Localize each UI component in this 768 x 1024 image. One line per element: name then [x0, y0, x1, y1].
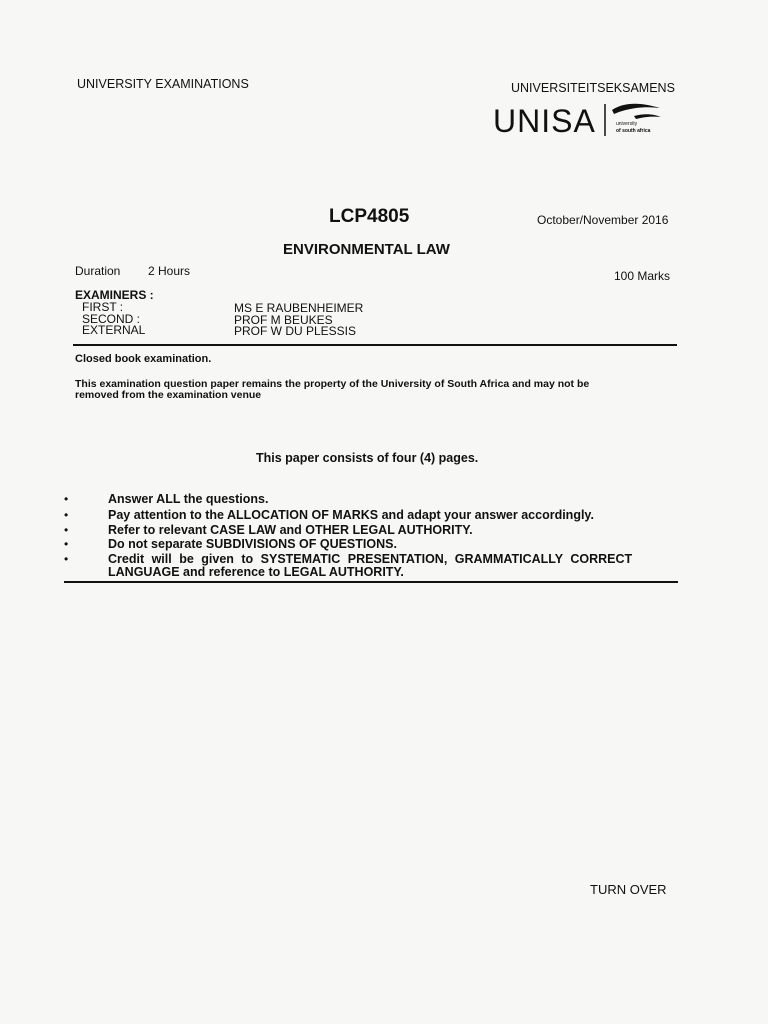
header-left-title: UNIVERSITY EXAMINATIONS	[77, 77, 249, 91]
exam-code: LCP4805	[329, 206, 410, 227]
property-note-line2: removed from the examination venue	[75, 389, 262, 401]
examiner-role-external: EXTERNAL	[82, 323, 146, 337]
duration-label: Duration	[75, 264, 121, 278]
logo-tagline-1: university	[616, 121, 638, 127]
bullet-icon: •	[64, 552, 69, 566]
examiners-heading: EXAMINERS :	[75, 288, 154, 302]
instruction-item: Refer to relevant CASE LAW and OTHER LEGAL AUTHORITY.	[108, 523, 473, 537]
turn-over-note: TURN OVER	[590, 882, 667, 897]
divider-top	[73, 344, 677, 346]
total-marks: 100 Marks	[614, 269, 671, 283]
examiner-role-second: SECOND :	[82, 312, 141, 326]
logo-tagline-2: of south africa	[616, 128, 651, 134]
examiner-name-second: PROF M BEUKES	[234, 313, 333, 327]
unisa-logo-icon	[604, 100, 664, 140]
divider-bottom	[64, 581, 678, 583]
instruction-item-continued: LANGUAGE and reference to LEGAL AUTHORITY.	[108, 565, 404, 579]
instruction-item: Credit will be given to SYSTEMATIC PRESENTATION, GRAMMATICALLY CORRECT	[108, 552, 633, 566]
bullet-icon: •	[64, 523, 69, 537]
closed-book-note: Closed book examination.	[75, 353, 212, 365]
bullet-icon: •	[64, 492, 69, 506]
header-right-title: UNIVERSITEITSEKSAMENS	[511, 81, 675, 95]
examiner-name-first: MS E RAUBENHEIMER	[234, 301, 364, 315]
property-note-line1: This examination question paper remains the property of the University of South Africa and may not be	[75, 378, 590, 390]
exam-date: October/November 2016	[537, 213, 669, 227]
duration-value: 2 Hours	[148, 264, 191, 278]
exam-subject: ENVIRONMENTAL LAW	[283, 241, 450, 258]
unisa-logo-text: UNISA	[493, 103, 596, 139]
instruction-item: Answer ALL the questions.	[108, 492, 269, 506]
examiner-name-external: PROF W DU PLESSIS	[234, 324, 357, 338]
examiner-role-first: FIRST :	[82, 300, 124, 314]
instruction-item: Do not separate SUBDIVISIONS OF QUESTIONS.	[108, 537, 397, 551]
bullet-icon: •	[64, 508, 69, 522]
pages-note: This paper consists of four (4) pages.	[256, 451, 479, 465]
instruction-item: Pay attention to the ALLOCATION OF MARKS and adapt your answer accordingly.	[108, 508, 594, 522]
bullet-icon: •	[64, 537, 69, 551]
